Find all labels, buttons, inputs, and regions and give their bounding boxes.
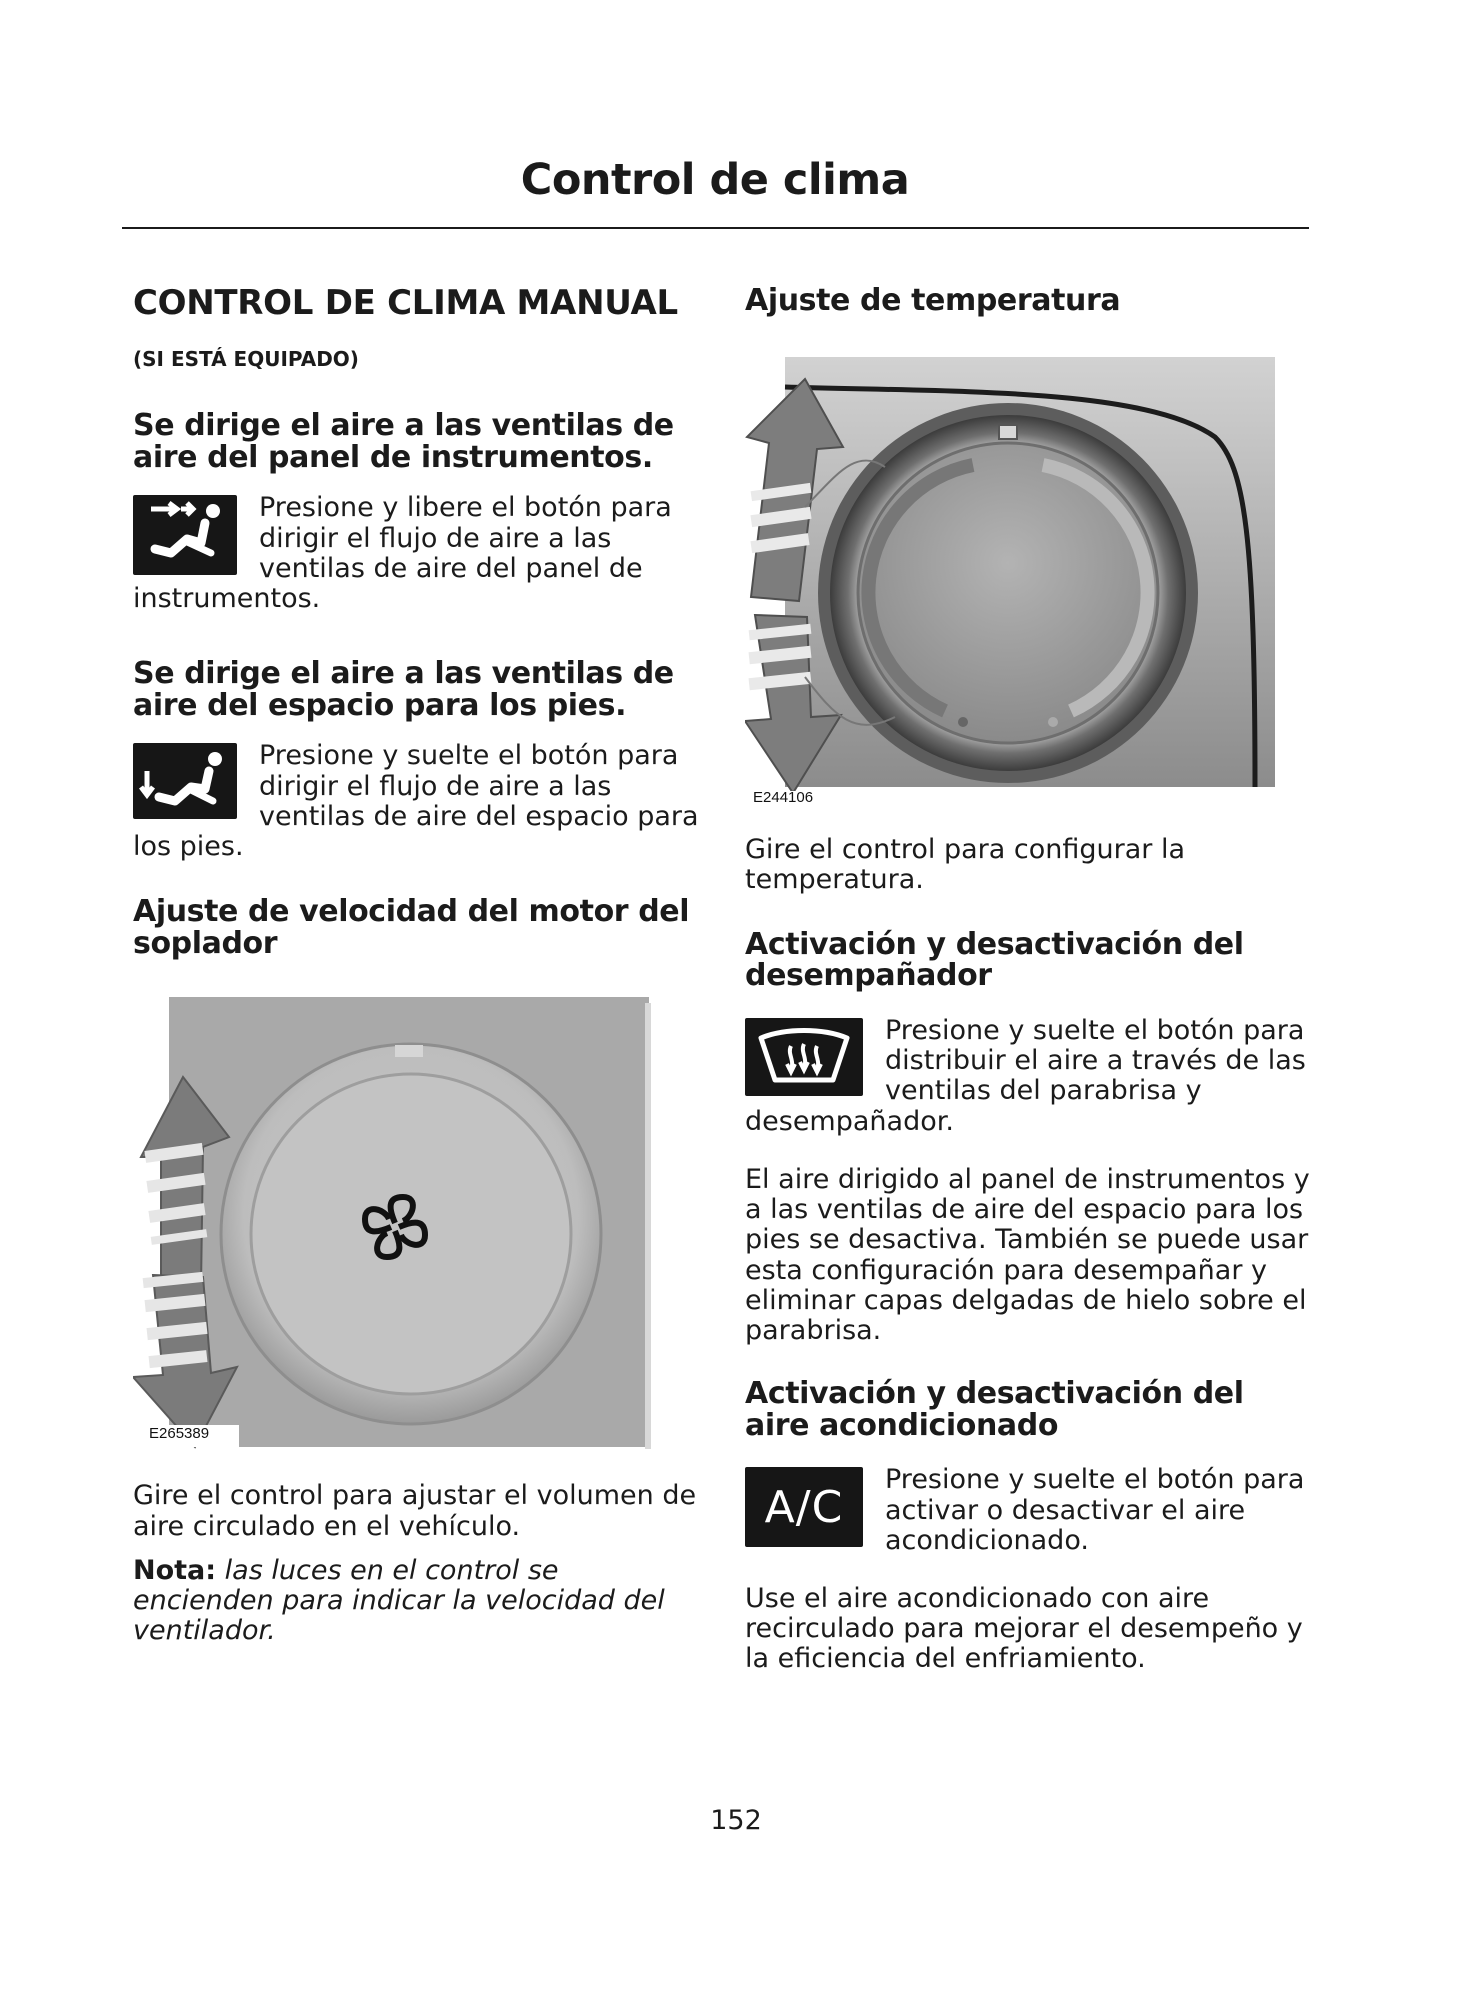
note-text: las luces en el control se encienden para indicar la velocidad del ventilador. xyxy=(133,1554,665,1647)
panel-vents-block xyxy=(133,493,703,614)
figure-caption: E265389 xyxy=(149,1425,210,1443)
foot-vents-text: Presione y suelte el botón para dirigir el flujo de aire a las ventilas de aire del espacio para los pies. xyxy=(133,740,699,863)
right-column xyxy=(745,285,1315,1675)
foot-vents-title: Se dirige el aire a las ventilas de aire del espacio para los pies. xyxy=(133,656,674,723)
panel-vents-text: Presione y libere el botón para dirigir el flujo de aire a las ventilas de aire del panel de instrumentos. xyxy=(133,492,672,615)
header-divider xyxy=(122,227,1309,229)
blower-note xyxy=(133,1556,703,1647)
blower-title: Ajuste de velocidad del motor del soplador xyxy=(133,894,690,961)
foot-vents-block xyxy=(133,741,703,862)
temperature-figure xyxy=(745,357,1285,809)
defrost-description: El aire dirigido al panel de instrumentos y a las ventilas de aire del espacio para los pies se desactiva. También se puede usar esta configuración para desempañar y eliminar capas delgadas de hielo sobre el parabrisa. xyxy=(745,1163,1310,1347)
defrost-text: Presione y suelte el botón para distribuir el aire a través de las ventilas del parabrisa y desempañador. xyxy=(745,1014,1306,1137)
footwell-vent-icon xyxy=(133,743,237,819)
defrost-block xyxy=(745,1016,1315,1137)
temperature-title: Ajuste de temperatura xyxy=(745,283,1121,318)
temperature-text: Gire el control para configurar la temperatura. xyxy=(745,833,1186,895)
ac-icon-label: A/C xyxy=(764,1481,844,1533)
ac-text: Presione y suelte el botón para activar o desactivar el aire acondicionado. xyxy=(885,1464,1305,1556)
page-number: 152 xyxy=(710,1805,762,1836)
windshield-defrost-icon xyxy=(745,1018,863,1096)
panel-vents-title: Se dirige el aire a las ventilas de aire del panel de instrumentos. xyxy=(133,408,674,475)
section-heading: CONTROL DE CLIMA MANUAL xyxy=(133,283,678,323)
blower-figure xyxy=(133,997,653,1455)
blower-text: Gire el control para ajustar el volumen de aire circulado en el vehículo. xyxy=(133,1480,697,1542)
ac-block xyxy=(745,1465,1315,1556)
section-subheading: (SI ESTÁ EQUIPADO) xyxy=(133,347,359,372)
left-column xyxy=(133,285,703,1646)
page-title: Control de clima xyxy=(520,155,910,205)
ac-description: Use el aire acondicionado con aire recirculado para mejorar el desempeño y la eficiencia del enfriamiento. xyxy=(745,1583,1303,1675)
note-label: Nota: xyxy=(133,1554,217,1586)
ac-icon xyxy=(745,1467,863,1547)
figure-caption: E244106 xyxy=(753,788,814,806)
defrost-title: Activación y desactivación del desempañador xyxy=(745,926,1244,994)
temperature-dial-illustration xyxy=(745,357,1285,809)
blower-dial-illustration xyxy=(133,997,653,1455)
ac-title: Activación y desactivación del aire acondicionado xyxy=(745,1376,1244,1443)
panel-vent-icon xyxy=(133,495,237,575)
